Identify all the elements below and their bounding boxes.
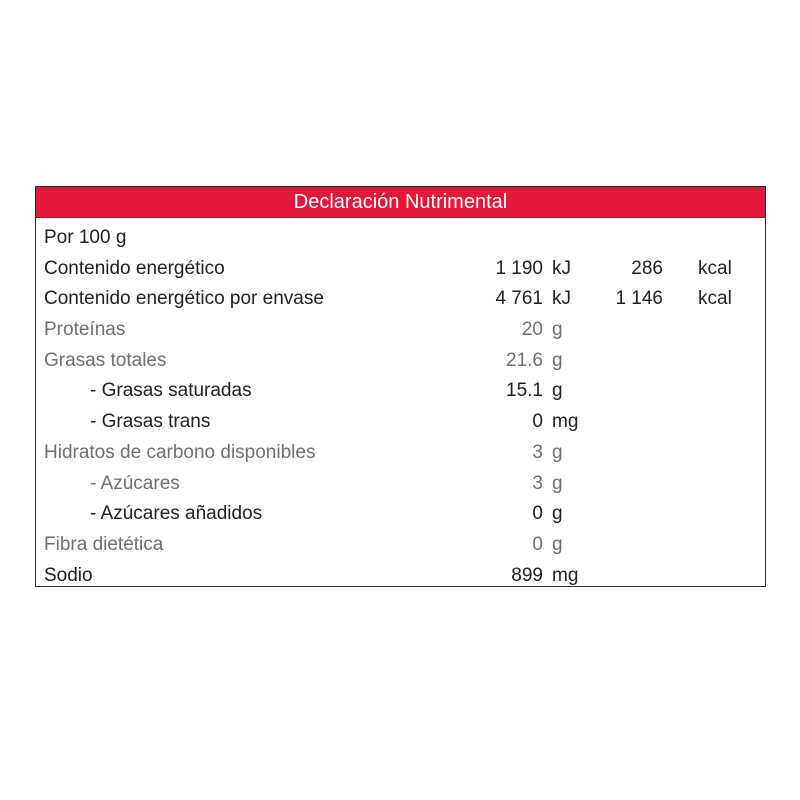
- nutrient-label: Grasas totales: [44, 349, 167, 371]
- nutrient-label: Hidratos de carbono disponibles: [44, 441, 316, 463]
- nutrient-unit: kJ: [552, 288, 571, 310]
- nutrient-value: 0: [532, 411, 543, 433]
- nutrition-row: [36, 407, 765, 438]
- nutrient-unit: g: [552, 503, 563, 525]
- nutrient-unit: g: [552, 349, 563, 371]
- nutrient-value: 21.6: [506, 349, 543, 371]
- nutrient-unit-secondary: kcal: [698, 288, 732, 310]
- nutrient-label: Proteínas: [44, 319, 126, 341]
- nutrition-row: [36, 561, 765, 592]
- nutrition-facts-panel: [35, 186, 766, 587]
- nutrition-row: [36, 223, 765, 254]
- nutrition-row: [36, 469, 765, 500]
- nutrient-label: - Azúcares: [90, 472, 180, 494]
- nutrient-unit: g: [552, 380, 563, 402]
- nutrition-row: [36, 254, 765, 285]
- nutrient-value: 899: [511, 564, 543, 586]
- panel-title: Declaración Nutrimental: [36, 187, 765, 218]
- nutrient-unit: kJ: [552, 257, 571, 279]
- nutrition-row: [36, 530, 765, 561]
- nutrition-row: [36, 346, 765, 377]
- nutrient-unit: g: [552, 441, 563, 463]
- nutrient-value: 15.1: [506, 380, 543, 402]
- nutrient-value: 3: [532, 472, 543, 494]
- nutrient-value-secondary: 286: [631, 257, 663, 279]
- nutrient-unit: g: [552, 472, 563, 494]
- nutrient-label: Contenido energético: [44, 257, 225, 279]
- nutrient-label: - Grasas saturadas: [90, 380, 252, 402]
- nutrient-value: 20: [521, 319, 543, 341]
- nutrient-value: 3: [532, 441, 543, 463]
- nutrient-unit: g: [552, 533, 563, 555]
- nutrient-label: - Azúcares añadidos: [90, 503, 263, 525]
- nutrition-row: [36, 284, 765, 315]
- nutrient-value: 4 761: [495, 288, 543, 310]
- nutrition-row: [36, 376, 765, 407]
- nutrient-label: Contenido energético por envase: [44, 288, 324, 310]
- nutrient-value: 0: [532, 533, 543, 555]
- nutrient-label: Fibra dietética: [44, 533, 164, 555]
- nutrient-unit-secondary: kcal: [698, 257, 732, 279]
- nutrient-unit: mg: [552, 411, 579, 433]
- nutrition-row: [36, 499, 765, 530]
- nutrition-rows: [36, 223, 765, 591]
- nutrient-value-secondary: 1 146: [615, 288, 663, 310]
- nutrient-value: 0: [532, 503, 543, 525]
- nutrient-label: Sodio: [44, 564, 93, 586]
- nutrition-row: [36, 315, 765, 346]
- nutrient-label: Por 100 g: [44, 227, 127, 248]
- nutrient-label: - Grasas trans: [90, 411, 211, 433]
- nutrient-value: 1 190: [495, 257, 543, 279]
- nutrition-row: [36, 438, 765, 469]
- nutrient-unit: g: [552, 319, 563, 341]
- nutrient-unit: mg: [552, 564, 579, 586]
